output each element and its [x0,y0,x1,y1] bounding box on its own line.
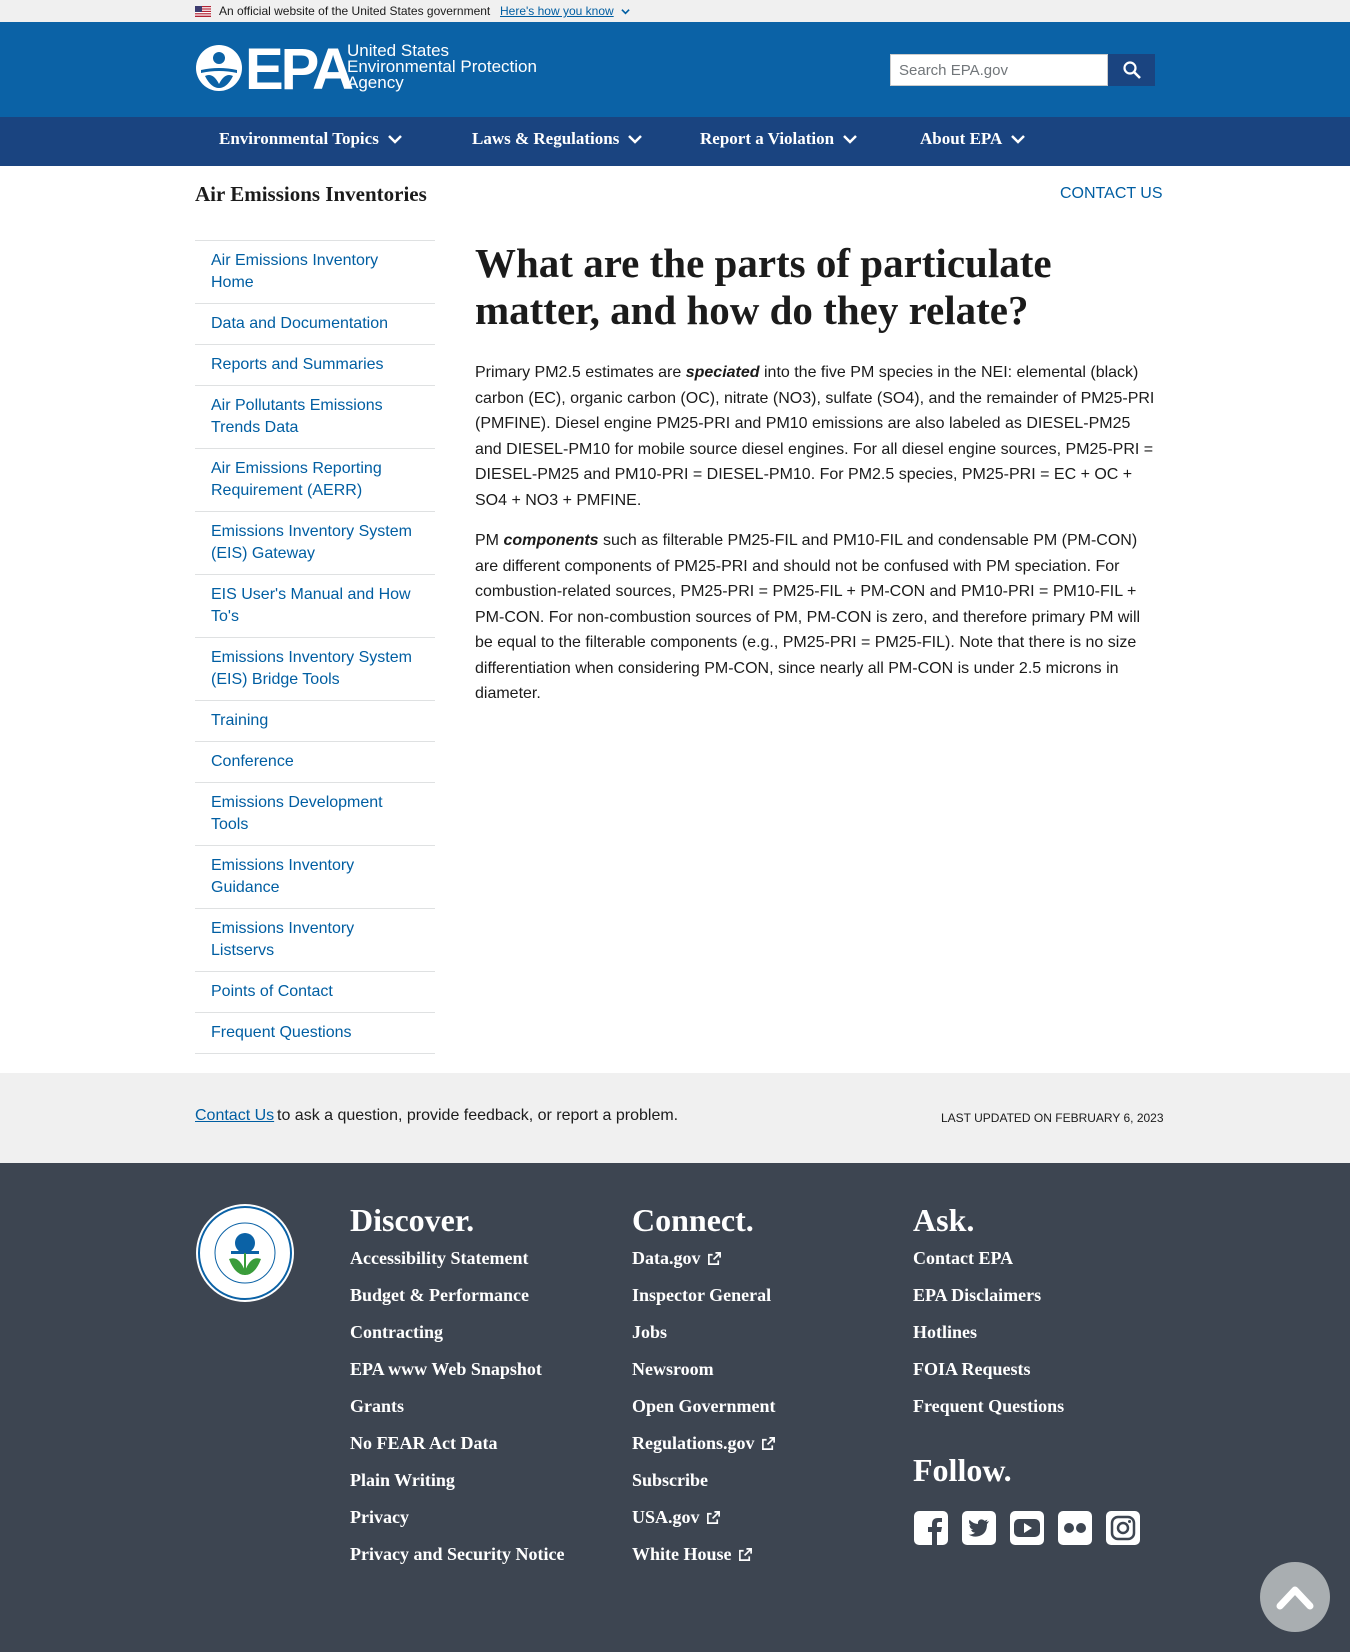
paragraph-components [475,528,1155,707]
sidebar-item[interactable]: Emissions Inventory System (EIS) Gateway [195,512,435,575]
footer-link[interactable] [913,1285,1064,1306]
flickr-link[interactable] [1057,1510,1093,1551]
chevron-down-icon[interactable] [621,7,630,16]
footer-link-label: EPA Disclaimers [913,1285,1042,1305]
epa-seal-icon[interactable] [195,1203,295,1303]
footer-link[interactable] [632,1396,776,1417]
facebook-icon [913,1510,949,1546]
chevron-down-icon [1010,133,1026,145]
footer-link-label: FOIA Requests [913,1359,1031,1379]
footer-discover [350,1200,570,1581]
footer-link-label: White House [632,1544,732,1564]
footer-link[interactable] [350,1433,570,1454]
footer-link[interactable] [632,1470,776,1491]
contact-description: to ask a question, provide feedback, or report a problem. [277,1107,679,1124]
youtube-link[interactable] [1009,1510,1045,1551]
footer-link[interactable] [350,1396,570,1417]
footer-link[interactable] [350,1470,570,1491]
chevron-down-icon [842,133,858,145]
footer-link[interactable] [350,1507,570,1528]
footer-link-label: EPA www Web Snapshot [350,1359,542,1379]
footer-link[interactable] [632,1285,776,1306]
footer-link-label: Inspector General [632,1285,772,1305]
emphasis: speciated [685,364,760,381]
footer-link-label: Hotlines [913,1322,978,1342]
epa-flower-logo-icon [195,44,243,92]
youtube-icon [1009,1510,1045,1546]
instagram-link[interactable] [1105,1510,1141,1551]
contact-us-footer-link[interactable]: Contact Us [195,1107,275,1124]
contact-us-link[interactable]: CONTACT US [1060,185,1163,202]
footer-link[interactable] [350,1285,570,1306]
sidebar-item[interactable]: Air Pollutants Emissions Trends Data [195,386,435,449]
footer-link[interactable] [350,1248,570,1269]
sidebar-item[interactable]: Emissions Inventory Listservs [195,909,435,972]
nav-report-violation[interactable] [700,129,858,149]
gov-banner [0,0,1350,22]
emphasis: components [503,532,599,549]
search-icon [1122,60,1142,80]
search-input[interactable] [890,54,1108,86]
footer-link[interactable] [350,1359,570,1380]
search-form [890,54,1155,86]
sidebar-item[interactable]: Data and Documentation [195,304,435,345]
nav-label: Report a Violation [700,129,835,148]
main-nav [0,117,1350,166]
nav-label: Laws & Regulations [472,129,620,148]
sidebar-item[interactable]: Air Emissions Reporting Requirement (AERR) [195,449,435,512]
instagram-icon [1105,1510,1141,1546]
chevron-down-icon [387,133,403,145]
footer-link-label: Newsroom [632,1359,714,1379]
footer-link-label: Plain Writing [350,1470,455,1490]
sidebar-nav [195,240,435,1054]
footer-link-label: Jobs [632,1322,668,1342]
site-footer [0,1163,1350,1652]
external-link-icon [761,1436,776,1451]
how-you-know-link[interactable]: Here's how you know [500,4,614,18]
footer-link[interactable] [632,1433,776,1454]
sidebar-item[interactable]: Conference [195,742,435,783]
facebook-link[interactable] [913,1510,949,1551]
footer-link-label: Privacy and Security Notice [350,1544,565,1564]
sidebar-item[interactable]: EIS User's Manual and How To's [195,575,435,638]
footer-link-label: Contact EPA [913,1248,1014,1268]
us-flag-icon [195,6,211,17]
twitter-icon [961,1510,997,1546]
footer-link[interactable] [632,1544,776,1565]
sidebar-item[interactable]: Points of Contact [195,972,435,1013]
text: PM [475,532,504,549]
back-to-top-button[interactable] [1260,1562,1330,1632]
footer-link-label: Accessibility Statement [350,1248,529,1268]
footer-link-label: Privacy [350,1507,409,1527]
footer-link-label: Data.gov [632,1248,701,1268]
footer-link-label: Regulations.gov [632,1433,755,1453]
footer-link-label: Contracting [350,1322,443,1342]
external-link-icon [738,1547,753,1562]
text: Primary PM2.5 estimates are [475,364,686,381]
flickr-icon [1057,1510,1093,1546]
epa-wordmark: EPA [245,37,351,102]
footer-link[interactable] [632,1322,776,1343]
footer-link-label: USA.gov [632,1507,700,1527]
footer-ask [913,1200,1064,1433]
footer-link-label: No FEAR Act Data [350,1433,498,1453]
paragraph-speciation [475,360,1155,513]
nav-about-epa[interactable] [920,129,1026,149]
footer-link-label: Grants [350,1396,404,1416]
official-website-text: An official website of the United States government [219,4,491,18]
footer-link[interactable] [913,1359,1064,1380]
section-title: Air Emissions Inventories [195,182,427,206]
page-title: What are the parts of particulate matter, and how do they relate? [475,240,1052,333]
main-content [475,240,1155,722]
social-links [913,1510,1141,1551]
discover-title: Discover. [350,1202,475,1238]
nav-label: Environmental Topics [219,129,379,148]
text: into the five PM species in the NEI: elemental (black) carbon (EC), organic carbon (OC), nitrate (NO3), sulfate (SO4), and the remainder of PM25-PRI (PMFINE). Diesel engine PM25-PRI and PM10 emissions are also labeled as DIESEL-PM25 and DIESEL-PM10 for mobile source diesel engines. For all diesel engine sources, PM25-PRI = DIESEL-PM25 and PM10-PRI = DIESEL-PM10. For PM2.5 species, PM25-PRI = EC + OC + SO4 + NO3 + PMFINE. [475,364,1155,509]
sidebar-item[interactable]: Frequent Questions [195,1013,435,1054]
twitter-link[interactable] [961,1510,997,1551]
footer-link[interactable] [350,1544,570,1565]
sidebar-item[interactable]: Emissions Inventory Guidance [195,846,435,909]
ask-title: Ask. [913,1202,975,1238]
footer-link[interactable] [913,1396,1064,1417]
chevron-up-icon [1276,1584,1314,1610]
footer-link[interactable] [632,1248,776,1269]
footer-link-label: Open Government [632,1396,776,1416]
footer-link[interactable] [350,1322,570,1343]
footer-link[interactable] [913,1248,1064,1269]
connect-title: Connect. [632,1202,754,1238]
contact-strip [0,1073,1350,1163]
epa-logo-link[interactable] [195,37,545,102]
external-link-icon [707,1251,722,1266]
agency-name: United States Environmental Protection Agency [347,41,537,92]
search-button[interactable] [1108,54,1155,86]
last-updated: LAST UPDATED ON FEBRUARY 6, 2023 [941,1111,1164,1125]
nav-laws-regulations[interactable] [472,129,643,149]
footer-link-label: Frequent Questions [913,1396,1065,1416]
footer-link-label: Budget & Performance [350,1285,529,1305]
chevron-down-icon [627,133,643,145]
footer-connect [632,1200,776,1581]
sidebar-item[interactable]: Air Emissions Inventory Home [195,241,435,304]
footer-link[interactable] [632,1507,776,1528]
nav-label: About EPA [920,129,1003,148]
sidebar-item[interactable]: Emissions Development Tools [195,783,435,846]
sidebar-item[interactable]: Training [195,701,435,742]
external-link-icon [706,1510,721,1525]
footer-link[interactable] [632,1359,776,1380]
footer-link[interactable] [913,1322,1064,1343]
site-header [0,22,1350,117]
sidebar-item[interactable]: Emissions Inventory System (EIS) Bridge Tools [195,638,435,701]
sidebar-item[interactable]: Reports and Summaries [195,345,435,386]
nav-environmental-topics[interactable] [219,129,403,149]
follow-title: Follow. [913,1452,1012,1488]
footer-link-label: Subscribe [632,1470,709,1490]
text: such as filterable PM25-FIL and PM10-FIL and condensable PM (PM-CON) are different components of PM25-PRI and should not be confused with PM speciation. For combustion-related sources, PM25-PRI = PM25-FIL + PM-CON and PM10-PRI = PM10-FIL + PM-CON. For non-combustion sources of PM, PM-CON is zero, and therefore primary PM will be equal to the filterable components (e.g., PM25-PRI = PM25-FIL). Note that there is no size differentiation when considering PM-CON, since nearly all PM-CON is under 2.5 microns in diameter. [475,532,1141,702]
